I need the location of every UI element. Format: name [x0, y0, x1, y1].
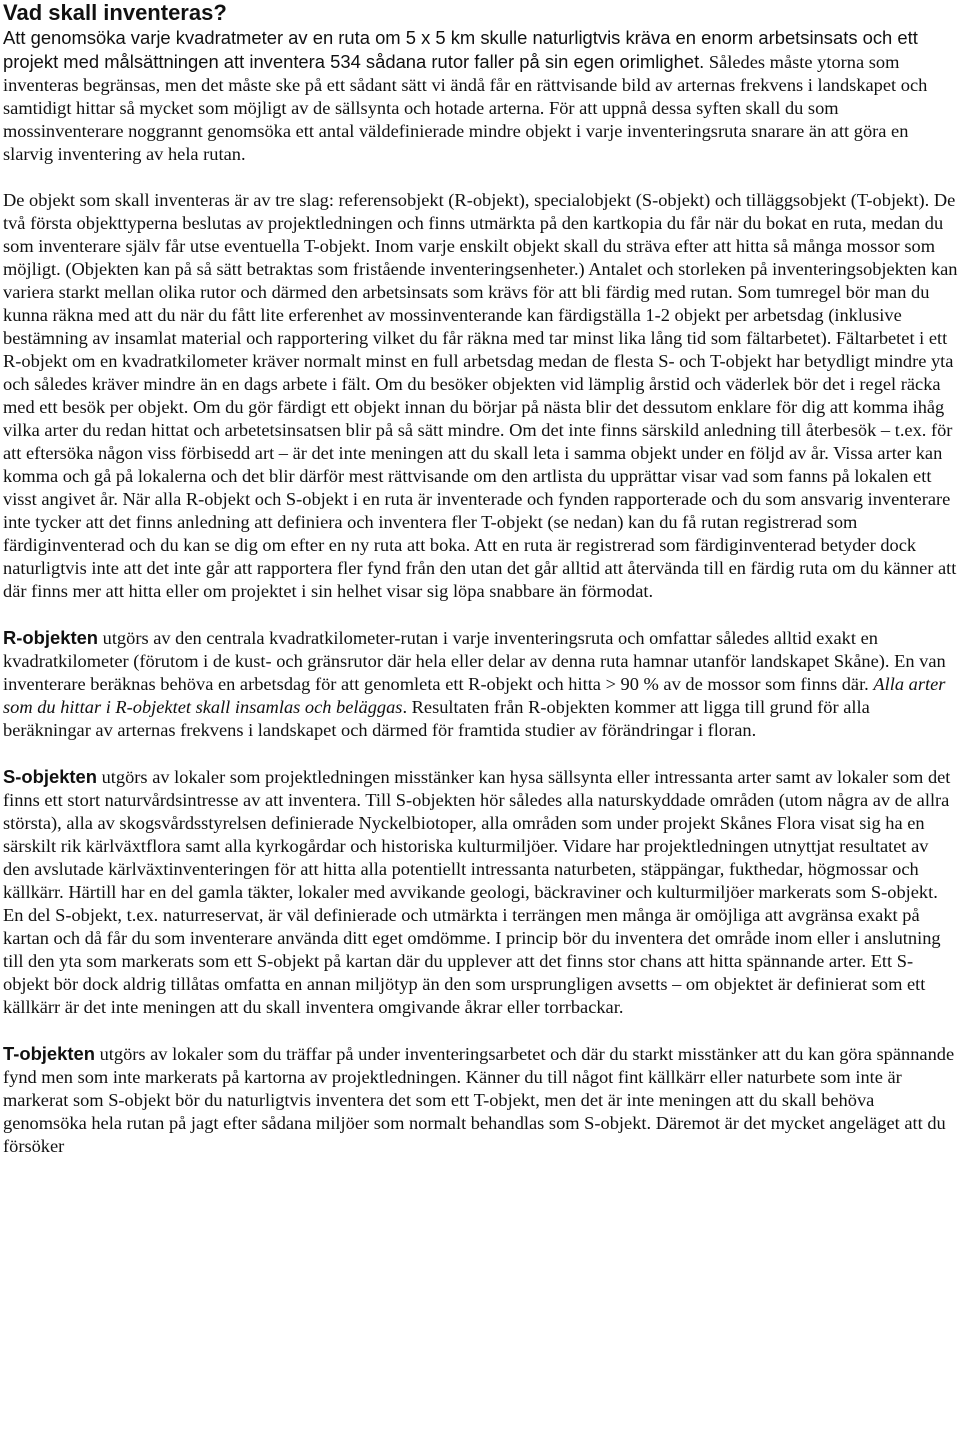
- t-objekt-text: utgörs av lokaler som du träffar på under inventeringsarbetet och där du starkt misstänker att du kan göra spännande fynd men som inte markerats på kartorna av projektledningen. Känner du till något fint källkärr eller naturbete som inte är markerat som S-objekt bör du naturligtvis inventera det som ett T-objekt, men det är inte meningen att du skall behöva genomsöka hela rutan på jagt efter sådana miljöer som normalt behandlas som S-objekt. Däremot är det mycket angeläget att du försöker: [3, 1044, 955, 1156]
- intro-sans-text: Att genomsöka varje kvadratmeter av en ruta om 5 x 5 km skulle naturligtvis kräva en enorm arbetsinsats och ett projekt med målsättningen att inventera 534 sådana rutor faller på sin egen orimlighet.: [3, 27, 918, 72]
- r-objekt-text: utgörs av den centrala kvadratkilometer-rutan i varje inventeringsruta och omfattar således alltid exakt en kvadratkilometer (förutom i de kust- och gränsrutor där hela eller delar av denna ruta hamnar utanför landskapet Skåne). En van inventerare beräknas behöva en arbetsdag för att genomleta ett R-objekt och hitta > 90 % av de mossor som finns där.: [3, 628, 946, 694]
- t-objekt-heading: T-objekten: [3, 1043, 95, 1064]
- document-title: Vad skall inventeras?: [3, 0, 227, 25]
- paragraph-intro: [3, 26, 958, 166]
- r-objekt-heading: R-objekten: [3, 627, 99, 648]
- document-page: [3, 0, 958, 1158]
- paragraph-object-types: De objekt som skall inventeras är av tre slag: referensobjekt (R-objekt), specialobjekt (S-objekt) och tilläggsobjekt (T-objekt). De två första objekttyperna beslutas av projektledningen och finns utmärkta på den kartkopia du får när du bokat en ruta, medan du som inventerare själv får utse eventuella T-objekt. Inom varje enskilt objekt skall du sträva efter att hitta så många mossor som möjligt. (Objekten kan på så sätt betraktas som fristående inventeringsenheter.) Antalet och storleken på inventeringsobjekten kan variera starkt mellan olika rutor och därmed den arbetsinsats som krävs för att bli färdig med rutan. Som tumregel bör man du kunna räkna med att du när du fått lite erferenhet av mossinventerande kan färdigställa 1-2 objekt per arbetsdag (inklusive bestämning av insamlat material och rapportering vilket du får räkna med tar minst lika lång tid som fältarbetet). Fältarbetet i ett R-objekt om en kvadratkilometer kräver normalt minst en full arbetsdag medan de flesta S- och T-objekt har betydligt mindre yta och således kräver mindre än en dags arbete i fält. Om du besöker objekten vid lämplig årstid och väderlek bör det i regel räcka med ett besök per objekt. Om du gör färdigt ett objekt innan du börjar på nästa blir det dessutom enklare för dig att komma ihåg vilka arter du redan hittat och arbetetsinsatsen blir på så sätt mindre. Om det inte finns särskild anledning till återbesök – t.ex. för att eftersöka någon viss förbisedd art – är det inte meningen att du skall leta i samma objekt under en följd av år. Vissa arter kan komma och gå på lokalerna och det blir därför mest rättvisande om den artlista du upprättar visar vad som fanns på lokalen ett visst angivet år. När alla R-objekt och S-objekt i en ruta är inventerade och fynden rapporterade och du som ansvarig inventerare inte tycker att det finns anledning att definiera och inventera fler T-objekt (se nedan) kan du få rutan registrerad som färdiginventerad och du kan se dig om efter en ny ruta att boka. Att en ruta är registrerad som färdiginventerad betyder dock naturligtvis inte att det inte går att rapportera fler fynd från den utan det går alltid att återvända till en färdig ruta om du känner att där finns mer att hitta eller om projektet i sin helhet visar sig löpa snabbare än förmodat.: [3, 190, 958, 601]
- intro-serif-text-2: För att uppnå dessa syften skall du som mossinventerare noggrannt genomsöka ett antal väldefinierade mindre objekt i varje inventeringsruta snarare än att göra en slarvig inventering av hela rutan.: [3, 98, 909, 164]
- r-objekt-tail: . Resultaten från R-objekten kommer att ligga till grund för alla beräkningar av arternas frekvens i landskapet och därmed för framtida studier av förändringar i floran.: [3, 697, 870, 740]
- s-objekt-heading: S-objekten: [3, 766, 98, 787]
- paragraph-r-objekt: [3, 626, 958, 742]
- s-objekt-text: utgörs av lokaler som projektledningen misstänker kan hysa sällsynta eller intressanta arter samt av lokaler som det finns ett stort naturvårdsintresse av att inventera. Till S-objekten hör således alla naturskyddade områden (utom några av de allra största), alla av skogsvårdsstyrelsen definierade Nyckelbiotoper, alla områden som under projekt Skånes Flora visat sig ha en särskilt rik kärlväxtflora samt alla kyrkogårdar och historiska kulturmiljöer. Vidare har projektledningen utnyttjat resultatet av den avslutade kärlväxtinventeringen för att hitta alla potentiellt intressanta naturbeten, stäppängar, fukthedar, högmossar och källkärr. Härtill har en del gamla täkter, lokaler med avvikande geologi, bäckraviner och kulturmiljöer markerats som S-objekt. En del S-objekt, t.ex. naturreservat, är väl definierade och utmärkta i terrängen men många är omöjliga att avgränsa exakt på kartan och då får du som inventerare använda ditt eget omdömme. I princip bör du inventera det område inom eller i anslutning till den yta som markerats som ett S-objekt på kartan där du upplever att det finns stor chans att hitta spännande arter. Ett S-objekt bör dock aldrig tillåtas omfatta en annan miljötyp än den som ursprungligen avsetts – om objektet är definierat som ett källkärr är det inte meningen att du skall inventera omgivande åkrar eller torrbackar.: [3, 767, 951, 1017]
- intro-serif-text: Således måste ytorna som inventeras begränsas, men det måste ske på ett sådant sätt vi ändå får en rättvisande bild av arternas frekvens i landskapet och samtidigt hittar så mycket som möjligt av de sällsynta och hotade arterna.: [3, 52, 928, 118]
- paragraph-t-objekt: [3, 1042, 958, 1158]
- paragraph-s-objekt: [3, 765, 958, 1019]
- r-objekt-emphasis: Alla arter som du hittar i R-objektet skall insamlas och beläggas: [3, 674, 946, 717]
